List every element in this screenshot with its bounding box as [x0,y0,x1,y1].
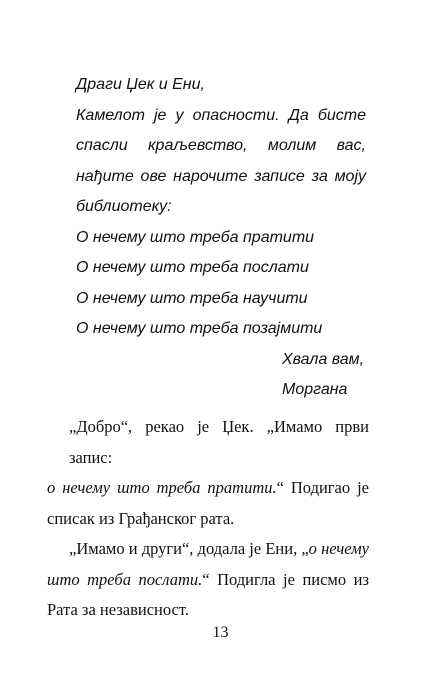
paragraph-2-line-1 [47,534,369,565]
letter-list-item: О нечему што треба позајмити [76,320,323,337]
paragraph-2-line-2 [47,565,369,596]
record-title-italic: о нечему што треба пратити. [47,478,277,497]
letter-body-line: спасли краљевство, молим вас, [76,137,366,154]
paragraph-1-line-3: списак из Грађанског рата. [47,508,235,528]
paragraph-2-line-1-text: „Имамо и други“, додала је Ени, „ [69,539,309,558]
paragraph-1-line-2 [47,473,369,504]
letter-greeting: Драги Џек и Ени, [76,76,205,93]
letter-list-item: О нечему што треба пратити [76,228,315,246]
paragraph-2-line-2-rest: “ Подигла је писмо из [202,569,369,589]
paragraph-1-line-1: „Добро“, рекао је Џек. „Имамо први запис: [69,417,369,467]
letter-block [76,70,366,406]
letter-signature: Моргана [282,381,348,398]
letter-list-item: О нечему што треба послати [76,259,309,276]
story-text [47,412,369,626]
letter-body-line: нађите ове нарочите записе за моју [76,167,366,185]
paragraph-1-line-2-rest: “ Подигао је [276,478,369,497]
record-title-italic: што треба послати. [47,569,203,589]
page-number: 13 [212,624,229,641]
paragraph-2-line-3: Рата за независност. [47,600,189,619]
letter-body-line: Камелот је у опасности. Да бисте [76,106,366,124]
letter-closing: Хвала вам, [282,350,365,368]
letter-list-item: О нечему што треба научити [76,289,308,307]
record-title-italic: о нечему [308,539,369,558]
letter-body-line: библиотеку: [76,198,172,215]
